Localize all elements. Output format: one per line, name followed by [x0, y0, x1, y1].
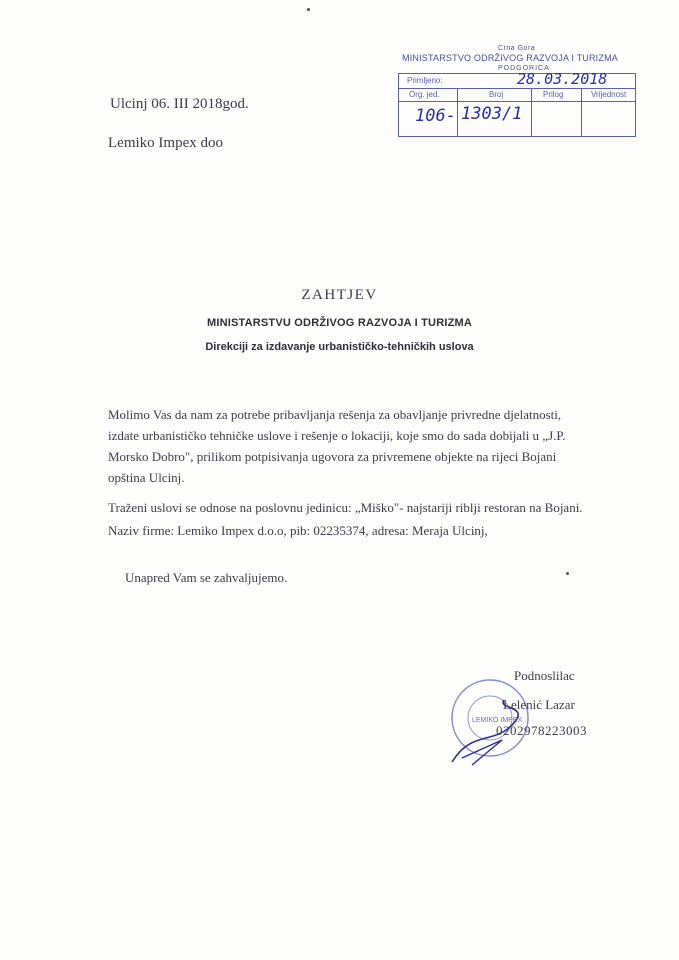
body-paragraph-request: Molimo Vas da nam za potrebe pribavljanja rešenja za obavljanje privredne djelatnosti, izdate urbanističko tehničke uslove i rešenje o lokaciji, koje smo do sada dobijali u „J.P. Morsko Dobro", prilikom potpisivanja ugovora za privremene objekte na rijeci Bojani opština Ulcinj. [108, 407, 566, 485]
stamp-divider [531, 88, 532, 136]
scan-speck [566, 572, 569, 575]
recipient-department: Direkciji za izdavanje urbanističko-tehničkih uslova [205, 341, 474, 353]
stamp-col-org: Org. jed. [409, 90, 440, 99]
stamp-org-value: 106- [415, 106, 456, 126]
stamp-city: PODGORICA [498, 65, 550, 72]
stamp-received-date: 28.03.2018 [517, 70, 608, 88]
stamp-col-broj: Broj [489, 90, 504, 99]
closing-line: Unapred Vam se zahvaljujemo. [125, 570, 288, 585]
sender-company: Lemiko Impex doo [108, 135, 223, 151]
stamp-divider [457, 88, 458, 136]
company-seal-icon [442, 670, 542, 770]
stamp-col-prilog: Prilog [543, 90, 564, 99]
stamp-ministry: MINISTARSTVO ODRŽIVOG RAZVOJA I TURIZMA [402, 53, 618, 63]
document-title: ZAHTJEV [301, 287, 378, 303]
signatory-id: 0202978223003 [496, 723, 587, 738]
signatory-role: Podnoslilac [514, 668, 575, 683]
stamp-col-vrijednost: Vrijednost [591, 90, 627, 99]
stamp-divider [581, 88, 582, 136]
body-paragraph-unit: Traženi uslovi se odnose na poslovnu jedinicu: „Miško"- najstariji riblji restoran na Bojani. [108, 500, 583, 515]
stamp-country: Crna Gora [498, 45, 536, 52]
document-date: Ulcinj 06. III 2018god. [110, 96, 249, 112]
stamp-broj-value: 1303/1 [461, 104, 523, 124]
stamp-received-label: Primljeno: [407, 76, 443, 85]
stamp-table [398, 70, 636, 137]
stamp-header-row [399, 88, 635, 102]
seal-text: LEMIKO IMPEX [472, 717, 523, 724]
recipient-ministry: MINISTARSTVU ODRŽIVOG RAZVOJA I TURIZMA [206, 317, 473, 329]
stamp-received-row [399, 70, 635, 89]
body-paragraph-company: Naziv firme: Lemiko Impex d.o.o, pib: 02235374, adresa: Meraja Ulcinj, [108, 523, 488, 538]
registry-stamp [380, 45, 642, 140]
scan-speck [307, 8, 310, 11]
signatory-name: Lelenić Lazar [503, 697, 575, 712]
